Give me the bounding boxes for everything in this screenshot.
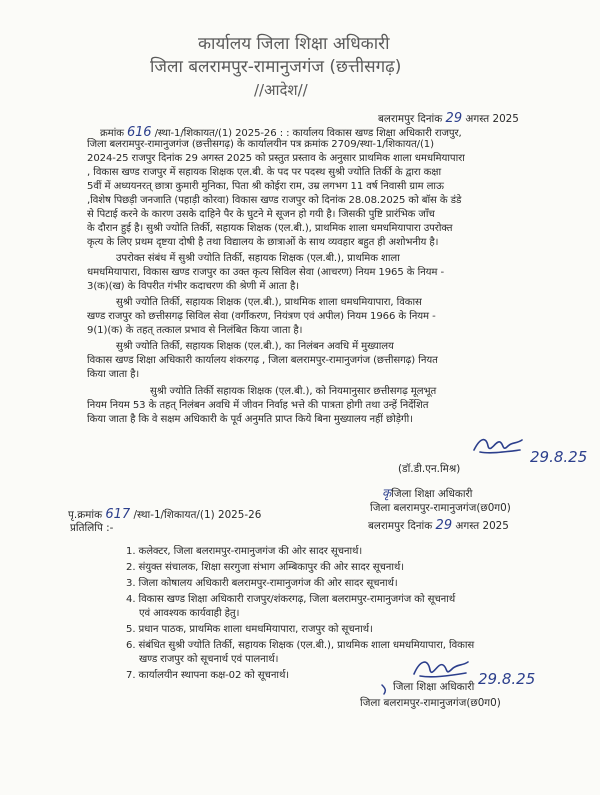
copy-item: 3. जिला कोषालय अधिकारी बलरामपुर-रामानुजगंज की ओर सादर सूचनार्थ।: [126, 578, 398, 589]
officer-name: (डॉ.डी.एन.मिश्र): [398, 463, 461, 475]
body-line: सुश्री ज्योति तिर्की सहायक शिक्षक (एल.बी.), को नियमानुसार छत्तीसगढ़ मूलभूत: [150, 386, 437, 397]
second-district: जिला बलरामपुर-रामानुजगंज(छ0ग0): [360, 697, 501, 709]
district-title: जिला बलरामपुर-रामानुजगंज (छत्तीसगढ़): [150, 57, 402, 77]
body-line: खण्ड राजपुर को छत्तीसगढ़ सिविल सेवा (वर्गीकरण, नियंत्रण एवं अपील) नियम 1966 के नियम -: [87, 311, 436, 322]
order-date: बलरामपुर दिनांक 29 अगस्त 2025: [378, 111, 519, 126]
signature-date: 29.8.25: [530, 448, 588, 466]
copy-item: 2. संयुक्त संचालक, शिक्षा सरगुजा संभाग अम्बिकापुर की ओर सादर सूचनार्थ।: [126, 562, 404, 573]
body-line: उपरोक्त संबंध में सुश्री ज्योति तिर्की, सहायक शिक्षक (एल.बी.), प्राथमिक शाला: [116, 253, 400, 264]
body-line: जिला बलरामपुर-रामानुजगंज (छत्तीसगढ़) के कार्यालयीन पत्र क्रमांक 2709/स्था-1/शिकायत/(1): [87, 139, 434, 150]
copy-item: 7. कार्यालयीन स्थापना कक्ष-02 को सूचनार्थ।: [126, 670, 290, 681]
officer-signature: [470, 432, 526, 458]
second-signature-date: 29.8.25: [478, 670, 536, 688]
body-line: 9(1)(क) के तहत् तत्काल प्रभाव से निलंबित किया जाता है।: [87, 325, 303, 336]
body-line: किया जाता है कि वे सक्षम अधिकारी के पूर्व अनुमति प्राप्त किये बिना मुख्यालय नहीं छोड़ेगी।: [87, 414, 413, 425]
office-title: कार्यालय जिला शिक्षा अधिकारी: [198, 34, 390, 54]
copy-label: प्रतिलिपि :-: [70, 522, 114, 534]
second-designation: जिला शिक्षा अधिकारी: [393, 681, 475, 693]
body-line: 3(क)(ख) के विपरीत गंभीर कदाचरण की श्रेणी में आता है।: [87, 281, 299, 292]
endorsement-date: बलरामपुर दिनांक 29 अगस्त 2025: [368, 518, 509, 533]
body-line: किया जाता है।: [87, 369, 140, 380]
copy-item: 4. विकास खण्ड शिक्षा अधिकारी राजपुर/शंकरगढ़, जिला बलरामपुर-रामानुजगंज को सूचनार्थ: [126, 594, 456, 605]
body-line: सुश्री ज्योति तिर्की, सहायक शिक्षक (एल.बी.), प्राथमिक शाला धमधमियापारा, विकास: [116, 297, 422, 308]
copy-item: खण्ड राजपुर को सूचनार्थ एवं पालनार्थ।: [139, 654, 279, 665]
body-line: , विकास खण्ड राजपुर में सहायक शिक्षक एल.बी. के पद पर पदस्थ सुश्री ज्योति तिर्की के द्वारा कक्षा: [87, 167, 442, 178]
order-heading: //आदेश//: [254, 81, 308, 99]
body-line: 2024-25 राजपुर दिनांक 29 अगस्त 2025 को प्रस्तुत प्रस्ताव के अनुसार प्राथमिक शाला धमधमियापारा: [87, 153, 465, 164]
body-line: ,विशेष पिछड़ी जनजाति (पहाड़ी कोरवा) विकास खण्ड राजपुर को दिनांक 28.08.2025 को बॉस के डंडे: [87, 195, 462, 206]
body-line: से पिटाई करने के कारण उसके दाहिने पैर के घुटने मे सूजन हो गयी है। जिसकी पुष्टि प्रारंभिक जाँच: [87, 209, 435, 220]
copy-item: एवं आवश्यक कार्यवाही हेतु।: [139, 608, 240, 619]
order-number-line: क्रमांक 616 /स्था-1/शिकायत/(1) 2025-26 : : कार्यालय विकास खण्ड शिक्षा अधिकारी राजपुर,: [100, 125, 462, 140]
body-line: के दौरान हुई है। सुश्री ज्योति तिर्की, सहायक शिक्षक (एल.बी.), प्राथमिक शाला धमधमियापारा उपरोक्त: [87, 223, 453, 234]
body-line: कृत्य के लिए प्रथम दृष्टया दोषी है तथा विद्यालय के छात्राओं के साथ व्यवहार बहुत ही अशोभनीय है।: [87, 237, 439, 248]
signature-tick: [380, 680, 394, 694]
endorsement-number: पृ.क्रमांक 617 /स्था-1/शिकायत/(1) 2025-26: [68, 507, 262, 522]
body-line: सुश्री ज्योति तिर्की, सहायक शिक्षक (एल.बी.), का निलंबन अवधि में मुख्यालय: [116, 341, 394, 352]
copy-item: 6. संबंधित सुश्री ज्योति तिर्की, सहायक शिक्षक (एल.बी.), प्राथमिक शाला धमधमियापारा, विकास: [126, 640, 475, 651]
copy-item: 5. प्रधान पाठक, प्राथमिक शाला धमधमियापारा, राजपुर को सूचनार्थ।: [126, 624, 373, 635]
copy-item: 1. कलेक्टर, जिला बलरामपुर-रामानुजगंज की ओर सादर सूचनार्थ।: [126, 546, 363, 557]
body-line: धमधमियापारा, विकास खण्ड राजपुर का उक्त कृत्य सिविल सेवा (आचरण) नियम 1965 के नियम -: [87, 267, 445, 278]
second-signature: [410, 654, 472, 682]
body-line: नियम नियम 53 के तहत् निलंबन अवधि में जीवन निर्वाह भत्ते की पात्रता होगी तथा उन्हें निर्देशित: [87, 400, 429, 411]
officer-designation: कृजिला शिक्षा अधिकारी: [382, 486, 473, 500]
body-line: 5वीं में अध्ययनरत् छात्रा कुमारी मुनिका, पिता श्री कोईरा राम, उम्र लगभग 11 वर्ष निवासी ग्राम लाऊ: [87, 181, 444, 192]
body-line: विकास खण्ड शिक्षा अधिकारी कार्यालय शंकरगढ़ , जिला बलरामपुर-रामानुजगंज (छत्तीसगढ़) नियत: [87, 355, 438, 366]
officer-district: जिला बलरामपुर-रामानुजगंज(छ0ग0): [370, 502, 511, 514]
